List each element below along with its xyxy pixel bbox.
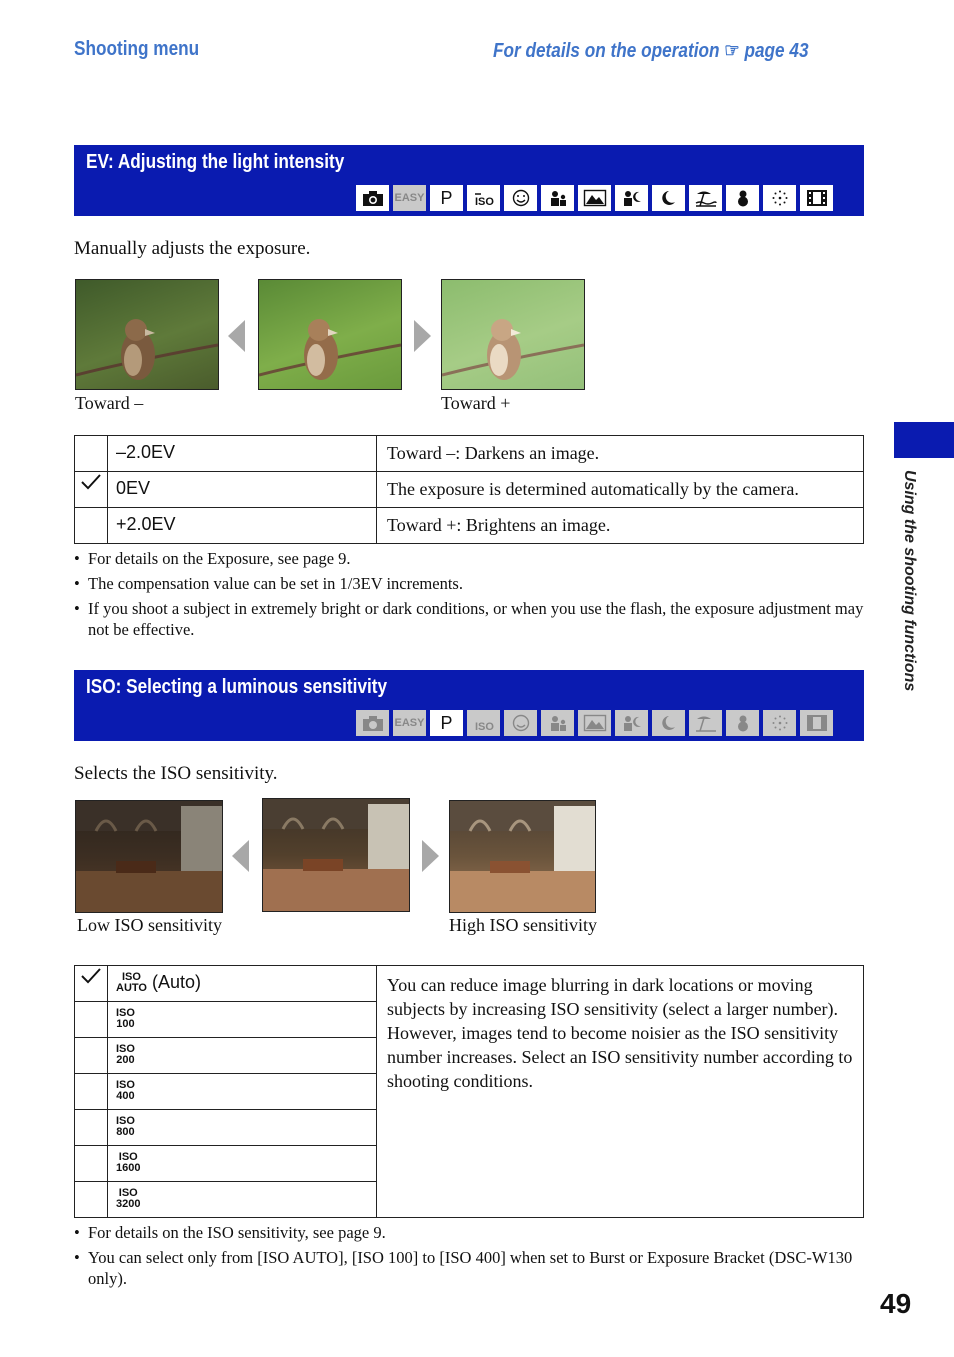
iso-option	[108, 966, 377, 1002]
bird-photo-normal	[258, 279, 402, 390]
smile-icon	[504, 710, 537, 736]
iso-intro: Selects the ISO sensitivity.	[74, 763, 278, 784]
sidebar-tab-marker	[894, 422, 954, 458]
iso-1600-icon: ISO 1600	[116, 1151, 141, 1175]
details-text: For details on the operation	[493, 40, 720, 62]
camera-icon	[356, 185, 389, 211]
bird-photo-bright	[441, 279, 585, 390]
twilight-icon	[652, 185, 685, 211]
iso-option	[108, 1002, 377, 1038]
pointing-hand-icon: ☞	[724, 40, 740, 62]
option-label: +2.0EV	[108, 508, 377, 544]
iso-100-icon: ISO 100	[116, 1007, 135, 1031]
ev-intro: Manually adjusts the exposure.	[74, 238, 311, 259]
caption-low-iso: Low ISO sensitivity	[77, 915, 223, 935]
portrait-icon	[541, 185, 574, 211]
iso-800-icon: ISO 800	[116, 1115, 135, 1139]
landscape-icon	[578, 185, 611, 211]
iso-200-icon: ISO 200	[116, 1043, 135, 1067]
movie-icon	[800, 185, 833, 211]
check-cell	[75, 1002, 108, 1038]
snow-icon	[726, 710, 759, 736]
program-icon: P	[430, 185, 463, 211]
easy-icon: EASY	[393, 710, 426, 736]
arrow-left-icon	[228, 320, 245, 352]
arrow-right-icon	[422, 840, 439, 872]
table-row	[75, 436, 864, 472]
svg-text:ISO: ISO	[474, 721, 494, 732]
fireworks-icon	[763, 185, 796, 211]
snow-icon	[726, 185, 759, 211]
note-item: • The compensation value can be set in 1/3EV increments.	[74, 573, 864, 594]
note-item: • For details on the ISO sensitivity, see page 9.	[74, 1222, 864, 1243]
option-label: –2.0EV	[108, 436, 377, 472]
checkmark-icon	[80, 967, 102, 985]
hall-photo-high-iso	[449, 800, 596, 913]
check-cell	[75, 436, 108, 472]
table-row	[75, 508, 864, 544]
caption-toward-minus: Toward –	[75, 393, 144, 413]
iso-option	[108, 1146, 377, 1182]
note-item: • You can select only from [ISO AUTO], [ISO 100] to [ISO 400] when set to Burst or Exposure Bracket (DSC-W130 only).	[74, 1247, 864, 1289]
checkmark-icon	[80, 473, 102, 491]
smile-icon	[504, 185, 537, 211]
sidebar-label: Using the shooting functions	[901, 470, 918, 692]
check-cell	[75, 508, 108, 544]
iso-400-icon: ISO 400	[116, 1079, 135, 1103]
table-row	[75, 966, 864, 1002]
portrait-icon	[541, 710, 574, 736]
svg-text:ISO: ISO	[474, 196, 494, 207]
check-cell	[75, 966, 108, 1002]
check-cell	[75, 1074, 108, 1110]
iso-notes	[74, 1222, 864, 1293]
twilight-icon	[652, 710, 685, 736]
check-cell	[75, 1038, 108, 1074]
ev-mode-icons	[356, 185, 833, 211]
movie-icon	[800, 710, 833, 736]
ev-options-table	[74, 435, 864, 544]
ev-notes	[74, 548, 864, 644]
iso-icon	[467, 185, 500, 211]
caption-high-iso: High ISO sensitivity	[449, 915, 598, 935]
landscape-icon	[578, 710, 611, 736]
note-item: • If you shoot a subject in extremely bright or dark conditions, or when you use the flash, the exposure adjustment may not be effective.	[74, 598, 864, 640]
arrow-left-icon	[232, 840, 249, 872]
twilight-portrait-icon	[615, 710, 648, 736]
check-cell	[75, 1146, 108, 1182]
hall-photo-low-iso	[75, 800, 223, 913]
arrow-right-icon	[414, 320, 431, 352]
details-page: page 43	[744, 40, 809, 62]
iso-option	[108, 1182, 377, 1218]
option-description: The exposure is determined automatically by the camera.	[377, 472, 864, 508]
bird-photo-dark	[75, 279, 219, 390]
check-cell	[75, 1182, 108, 1218]
ev-title-band	[74, 145, 864, 216]
note-item: • For details on the Exposure, see page 9.	[74, 548, 864, 569]
iso-description: You can reduce image blurring in dark locations or moving subjects by increasing ISO sensitivity (select a larger number). However, images tend to become noisier as the ISO sensitivity number increases. Select an ISO sensitivity number according to shooting conditions.	[377, 966, 864, 1218]
easy-icon: EASY	[393, 185, 426, 211]
beach-icon	[689, 710, 722, 736]
camera-icon	[356, 710, 389, 736]
auto-label: (Auto)	[151, 972, 202, 992]
program-icon: P	[430, 710, 463, 736]
iso-3200-icon: ISO 3200	[116, 1187, 141, 1211]
twilight-portrait-icon	[615, 185, 648, 211]
check-cell	[75, 472, 108, 508]
iso-auto-icon: ISO AUTO	[116, 971, 147, 995]
iso-title-band	[74, 670, 864, 741]
section-header: Shooting menu	[74, 38, 200, 60]
iso-option	[108, 1074, 377, 1110]
page-number: 49	[880, 1288, 912, 1319]
iso-option	[108, 1110, 377, 1146]
table-row	[75, 472, 864, 508]
option-label: 0EV	[108, 472, 377, 508]
option-description: Toward –: Darkens an image.	[377, 436, 864, 472]
option-description: Toward +: Brightens an image.	[377, 508, 864, 544]
details-reference	[493, 38, 809, 63]
iso-option	[108, 1038, 377, 1074]
hall-photo-mid-iso	[262, 798, 410, 912]
ev-title: EV: Adjusting the light intensity	[86, 151, 345, 173]
iso-title: ISO: Selecting a luminous sensitivity	[86, 676, 388, 698]
iso-options-table	[74, 965, 864, 1218]
check-cell	[75, 1110, 108, 1146]
beach-icon	[689, 185, 722, 211]
caption-toward-plus: Toward +	[441, 393, 511, 413]
fireworks-icon	[763, 710, 796, 736]
iso-mode-icons	[356, 710, 833, 736]
iso-icon	[467, 710, 500, 736]
